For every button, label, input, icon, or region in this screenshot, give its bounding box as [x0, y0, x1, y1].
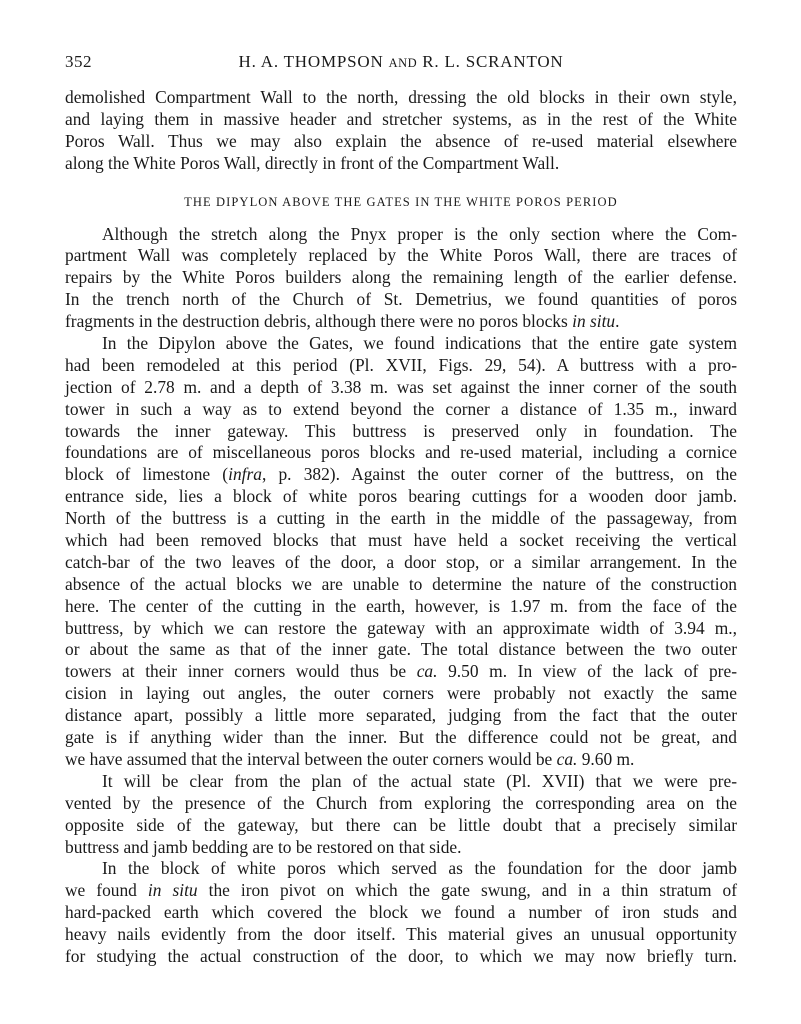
italic-term: ca. [416, 661, 438, 682]
body-text [65, 87, 737, 968]
paragraph [65, 858, 737, 967]
running-head-authors [65, 52, 737, 72]
text-line: here. The center of the cutting in the earth, however, is 1.97 m. from the face of the [65, 595, 737, 616]
text-line: cision in laying out angles, the outer corners were probably not exactly the same [65, 683, 737, 704]
text-line: and laying them in massive header and stretcher systems, as in the rest of the White [65, 108, 737, 129]
text-line: we found in situ the iron pivot on which the gate swung, and in a thin stratum of [65, 880, 737, 901]
text-line: distance apart, possibly a little more separated, judging from the fact that the outer [65, 705, 737, 726]
page-number: 352 [65, 52, 92, 71]
text-line: towers at their inner corners would thus be ca. 9.50 m. In view of the lack of pre- [65, 661, 737, 682]
paragraph [65, 771, 737, 859]
text-line: for studying the actual construction of the door, to which we may now briefly turn. [65, 945, 737, 966]
text-line: tower in such a way as to extend beyond the corner a distance of 1.35 m., inward [65, 398, 737, 419]
text-line: had been remodeled at this period (Pl. XVII, Figs. 29, 54). A buttress with a pro- [65, 354, 737, 375]
text-line: In the Dipylon above the Gates, we found indications that the entire gate system [102, 333, 737, 354]
text-line: along the White Poros Wall, directly in front of the Compartment Wall. [65, 152, 560, 173]
text-line: we have assumed that the interval between the outer corners would be ca. 9.60 m. [65, 748, 635, 769]
text-line: opposite side of the gateway, but there can be little doubt that a precisely similar [65, 814, 737, 835]
text-line: Poros Wall. Thus we may also explain the absence of re-used material elsewhere [65, 130, 737, 151]
text-line: buttress, by which we can restore the gateway with an approximate width of 3.94 m., [65, 617, 737, 638]
text-line: In the block of white poros which served as the foundation for the door jamb [102, 858, 737, 879]
author-conjunction: AND [388, 56, 418, 70]
text-line: Although the stretch along the Pnyx proper is the only section where the Com- [102, 223, 737, 244]
text-line: buttress and jamb bedding are to be restored on that side. [65, 836, 462, 857]
paragraph-continued [65, 87, 737, 175]
running-header [65, 52, 737, 74]
text-line: gate is if anything wider than the inner. But the difference could not be great, and [65, 727, 737, 748]
italic-term: ca. [556, 748, 578, 769]
text-line: repairs by the White Poros builders along the remaining length of the earlier defense. [65, 267, 737, 288]
text-line: which had been removed blocks that must have held a socket receiving the vertical [65, 530, 737, 551]
text-line: In the trench north of the Church of St. Demetrius, we found quantities of poros [65, 289, 737, 310]
text-line: towards the inner gateway. This buttress is preserved only in foundation. The [65, 420, 737, 441]
text-line: entrance side, lies a block of white poros bearing cuttings for a wooden door jamb. [65, 486, 737, 507]
author-1: H. A. THOMPSON [238, 52, 384, 71]
text-line: hard-packed earth which covered the block we found a number of iron studs and [65, 902, 737, 923]
text-line: partment Wall was completely replaced by the White Poros Wall, there are traces of [65, 245, 737, 266]
text-line: foundations are of miscellaneous poros blocks and re-used material, including a cornice [65, 442, 737, 463]
text-line: heavy nails evidently from the door itself. This material gives an unusual opportunity [65, 924, 737, 945]
text-line: or about the same as that of the inner gate. The total distance between the two outer [65, 639, 737, 660]
text-line: demolished Compartment Wall to the north, dressing the old blocks in their own style, [65, 87, 737, 107]
text-line: catch-bar of the two leaves of the door, a door stop, or a similar arrangement. In the [65, 551, 737, 572]
text-line: jection of 2.78 m. and a depth of 3.38 m. was set against the inner corner of the south [65, 376, 737, 397]
text-line: It will be clear from the plan of the actual state (Pl. XVII) that we were pre- [102, 770, 737, 791]
text-line: vented by the presence of the Church from exploring the corresponding area on the [65, 792, 737, 813]
italic-term: in situ [147, 880, 198, 901]
text-line: fragments in the destruction debris, although there were no poros blocks in situ. [65, 311, 620, 332]
author-2: R. L. SCRANTON [422, 52, 564, 71]
section-heading: THE DIPYLON ABOVE THE GATES IN THE WHITE POROS PERIOD [184, 194, 618, 209]
italic-term: in situ [572, 311, 616, 332]
text-line: absence of the actual blocks we are unable to determine the nature of the construction [65, 573, 737, 594]
italic-term: infra [228, 464, 262, 485]
paragraph [65, 224, 737, 333]
text-line: North of the buttress is a cutting in the earth in the middle of the passageway, from [65, 508, 737, 529]
paragraph [65, 333, 737, 771]
text-line: block of limestone (infra, p. 382). Against the outer corner of the buttress, on the [65, 464, 737, 485]
